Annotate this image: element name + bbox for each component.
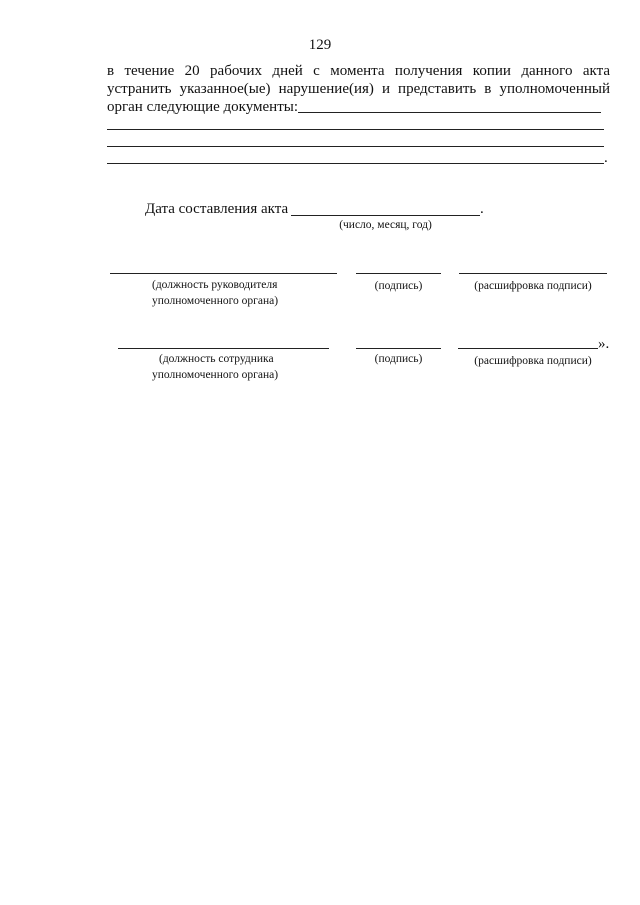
- documents-fill-line-3[interactable]: [107, 146, 604, 147]
- staff-signature-caption: (подпись): [374, 353, 423, 365]
- documents-fill-line-1[interactable]: [298, 112, 601, 113]
- head-signature-caption: (подпись): [374, 280, 423, 292]
- paragraph-line-2: устранить указанное(ые) нарушение(ия) и представить в уполномоченный: [107, 81, 610, 97]
- date-caption: (число, месяц, год): [339, 219, 432, 231]
- documents-fill-line-2[interactable]: [107, 129, 604, 130]
- documents-period: .: [604, 150, 608, 166]
- head-position-line[interactable]: [110, 273, 337, 274]
- staff-decode-line[interactable]: [458, 348, 598, 349]
- paragraph-line-1: в течение 20 рабочих дней с момента получения копии данного акта: [107, 63, 610, 79]
- staff-position-line[interactable]: [118, 348, 329, 349]
- staff-position-caption-line-1: (должность сотрудника: [159, 353, 274, 365]
- staff-closing-mark: ».: [598, 336, 610, 352]
- paragraph-line-3: орган следующие документы:: [107, 99, 299, 115]
- head-decode-caption: (расшифровка подписи): [474, 280, 592, 292]
- date-period: .: [480, 201, 484, 217]
- head-position-caption-line-1: (должность руководителя: [152, 279, 278, 291]
- date-label: Дата составления акта: [145, 201, 289, 217]
- staff-position-caption-line-2: уполномоченного органа): [152, 369, 279, 381]
- head-decode-line[interactable]: [459, 273, 607, 274]
- staff-signature-line[interactable]: [356, 348, 441, 349]
- staff-decode-caption: (расшифровка подписи): [474, 355, 592, 367]
- date-fill-line[interactable]: [291, 215, 480, 216]
- documents-fill-line-4[interactable]: [107, 163, 604, 164]
- head-signature-line[interactable]: [356, 273, 441, 274]
- page-number: 129: [308, 37, 332, 53]
- head-position-caption-line-2: уполномоченного органа): [152, 295, 279, 307]
